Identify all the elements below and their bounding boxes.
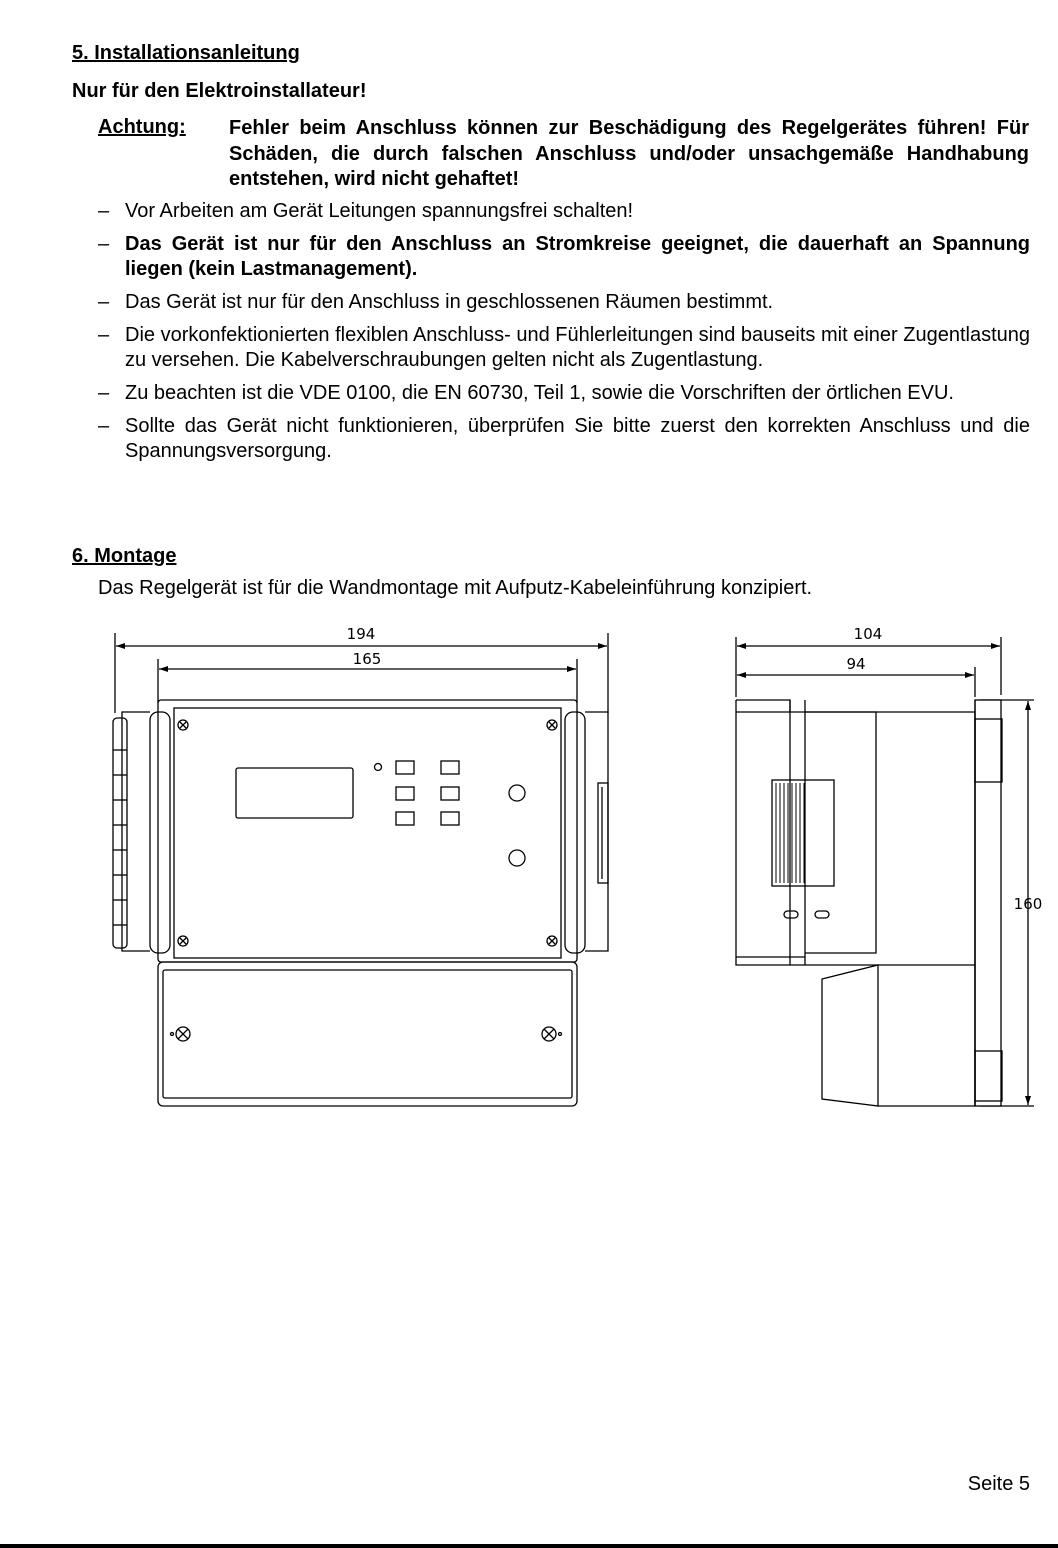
side-view bbox=[736, 625, 1042, 1106]
dim-side-depth-inner: 94 bbox=[846, 655, 866, 673]
bullet-dash: – bbox=[98, 324, 110, 346]
dim-side-depth-total: 104 bbox=[853, 625, 883, 643]
list-item: – Die vorkonfektionierten flexiblen Anschluss- und Fühlerleitungen sind bauseits mit einer Zugentlastung zu versehen. Die Kabelverschraubungen gelten nicht als Zugentlastung. bbox=[98, 324, 1030, 371]
dim-height: 160 bbox=[1013, 895, 1043, 913]
screw-icon bbox=[178, 720, 557, 946]
bullet-dash: – bbox=[98, 291, 110, 313]
installer-only-note: Nur für den Elektroinstallateur! bbox=[72, 80, 367, 102]
dim-front-width-inner: 165 bbox=[352, 650, 382, 668]
list-item: – Vor Arbeiten am Gerät Leitungen spannungsfrei schalten! bbox=[98, 200, 634, 222]
installation-bullet-list bbox=[98, 199, 1030, 464]
display-icon bbox=[236, 768, 353, 818]
list-item: – Sollte das Gerät nicht funktionieren, überprüfen Sie bitte zuerst den korrekten Anschluss und die Spannungsversorgung. bbox=[98, 415, 1030, 462]
knob-icon bbox=[509, 850, 525, 866]
dim-front-width-total: 194 bbox=[346, 625, 376, 643]
keypad-icon bbox=[396, 761, 459, 825]
bottom-rule bbox=[0, 1544, 1058, 1548]
list-item: – Zu beachten ist die VDE 0100, die EN 60730, Teil 1, sowie die Vorschriften der örtlichen EVU. bbox=[98, 382, 954, 404]
page-number: Seite 5 bbox=[967, 1473, 1030, 1495]
bullet-dash: – bbox=[98, 200, 110, 222]
led-icon bbox=[375, 764, 382, 771]
dimension-drawing bbox=[0, 615, 1058, 1115]
montage-text: Das Regelgerät ist für die Wandmontage mit Aufputz-Kabeleinführung konzipiert. bbox=[98, 577, 813, 599]
warning-label: Achtung: bbox=[98, 116, 186, 138]
list-item: – Das Gerät ist nur für den Anschluss in geschlossenen Räumen bestimmt. bbox=[98, 291, 774, 313]
section-heading-installation: 5. Installationsanleitung bbox=[72, 42, 300, 64]
section-heading-montage: 6. Montage bbox=[72, 545, 177, 567]
bullet-dash: – bbox=[98, 233, 110, 255]
front-view bbox=[113, 625, 608, 1106]
warning-text: Fehler beim Anschluss können zur Beschädigung des Regelgerätes führen! Für Schäden, die durch falschen Anschluss und/oder unsachgemäße Handhabung entstehen, wird nicht gehaftet! bbox=[229, 117, 1029, 190]
bullet-dash: – bbox=[98, 382, 110, 404]
knob-icon bbox=[509, 785, 525, 801]
bullet-dash: – bbox=[98, 415, 110, 437]
screw-icon bbox=[171, 1027, 562, 1041]
list-item: – Das Gerät ist nur für den Anschluss an Stromkreise geeignet, die dauerhaft an Spannung liegen (kein Lastmanagement). bbox=[98, 233, 1030, 280]
